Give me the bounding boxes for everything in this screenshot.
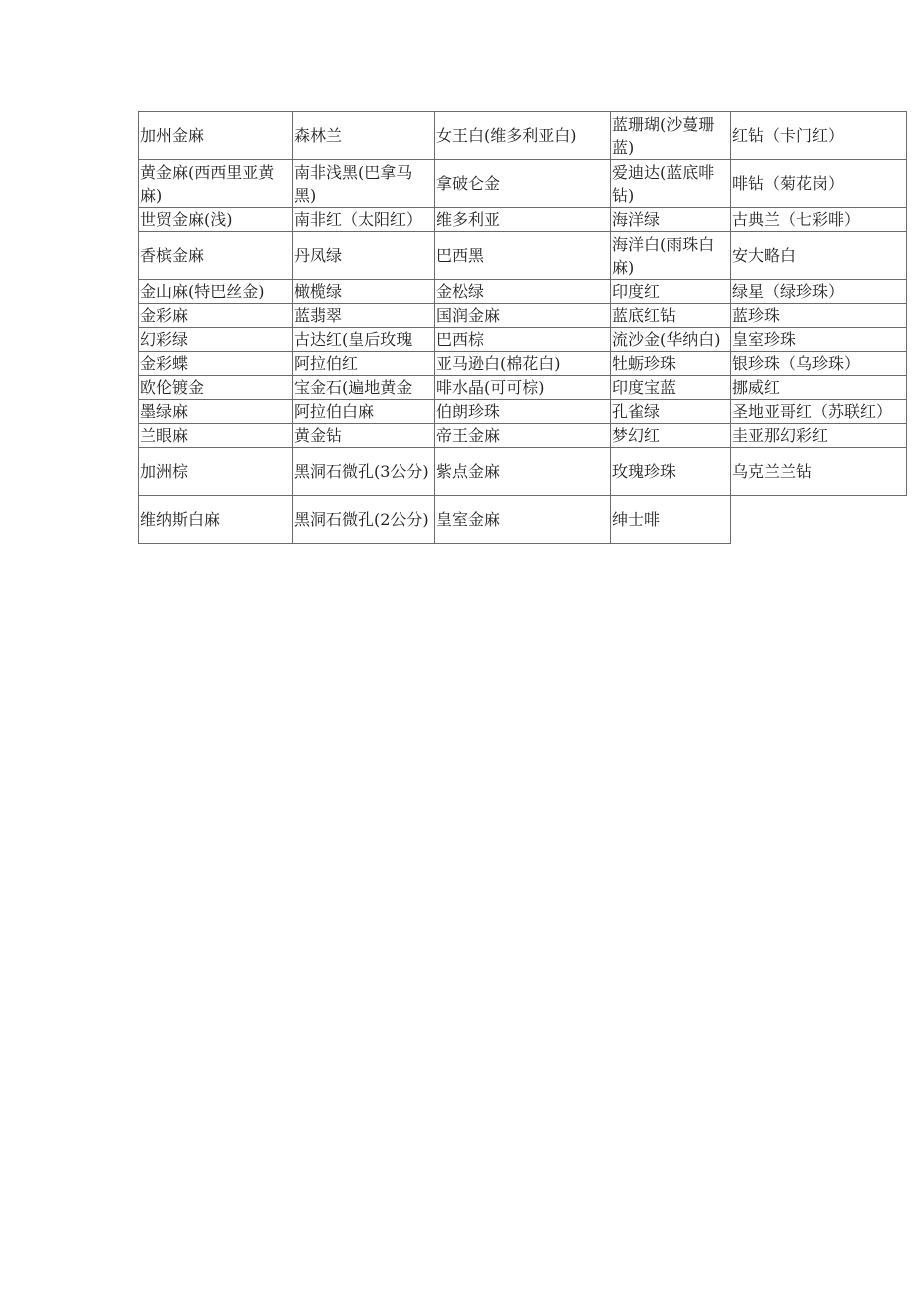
table-cell: 挪威红 bbox=[731, 376, 907, 400]
table-cell: 橄榄绿 bbox=[293, 280, 435, 304]
table-cell: 红钻（卡门红） bbox=[731, 112, 907, 160]
table-row bbox=[139, 208, 907, 232]
table-cell: 印度红 bbox=[611, 280, 731, 304]
table-cell: 爱迪达(蓝底啡钻) bbox=[611, 160, 731, 208]
table-cell: 帝王金麻 bbox=[435, 424, 611, 448]
table-cell: 金彩蝶 bbox=[139, 352, 293, 376]
table-cell: 兰眼麻 bbox=[139, 424, 293, 448]
table-cell: 伯朗珍珠 bbox=[435, 400, 611, 424]
table-cell: 女王白(维多利亚白) bbox=[435, 112, 611, 160]
table-cell: 巴西棕 bbox=[435, 328, 611, 352]
table-row bbox=[139, 424, 907, 448]
table-cell: 古达红(皇后玫瑰 bbox=[293, 328, 435, 352]
table-cell: 乌克兰兰钻 bbox=[731, 448, 907, 496]
table-row bbox=[139, 160, 907, 208]
table-cell: 幻彩绿 bbox=[139, 328, 293, 352]
table-cell: 黄金钻 bbox=[293, 424, 435, 448]
table-cell: 加洲棕 bbox=[139, 448, 293, 496]
table-cell: 安大略白 bbox=[731, 232, 907, 280]
table-cell: 海洋绿 bbox=[611, 208, 731, 232]
table-cell: 维纳斯白麻 bbox=[139, 496, 293, 544]
table-cell: 阿拉伯白麻 bbox=[293, 400, 435, 424]
table-cell: 绿星（绿珍珠） bbox=[731, 280, 907, 304]
table-cell: 皇室金麻 bbox=[435, 496, 611, 544]
stone-name-table bbox=[138, 111, 907, 544]
table-row bbox=[139, 280, 907, 304]
table-cell: 丹凤绿 bbox=[293, 232, 435, 280]
table-cell: 宝金石(遍地黄金 bbox=[293, 376, 435, 400]
table-row bbox=[139, 496, 907, 544]
table-cell: 牡蛎珍珠 bbox=[611, 352, 731, 376]
table-cell: 海洋白(雨珠白麻) bbox=[611, 232, 731, 280]
table-cell: 圣地亚哥红（苏联红） bbox=[731, 400, 907, 424]
table-cell: 黄金麻(西西里亚黄麻) bbox=[139, 160, 293, 208]
stone-name-table-container bbox=[138, 111, 907, 544]
table-cell: 玫瑰珍珠 bbox=[611, 448, 731, 496]
table-cell: 绅士啡 bbox=[611, 496, 731, 544]
table-row bbox=[139, 232, 907, 280]
table-cell: 蓝底红钻 bbox=[611, 304, 731, 328]
table-row bbox=[139, 448, 907, 496]
table-cell: 梦幻红 bbox=[611, 424, 731, 448]
table-cell: 银珍珠（乌珍珠） bbox=[731, 352, 907, 376]
table-cell: 黑洞石微孔(3公分) bbox=[293, 448, 435, 496]
table-cell: 啡水晶(可可棕) bbox=[435, 376, 611, 400]
table-cell: 墨绿麻 bbox=[139, 400, 293, 424]
table-row bbox=[139, 304, 907, 328]
table-cell: 孔雀绿 bbox=[611, 400, 731, 424]
table-cell: 皇室珍珠 bbox=[731, 328, 907, 352]
table-row bbox=[139, 376, 907, 400]
table-cell: 圭亚那幻彩红 bbox=[731, 424, 907, 448]
table-cell: 拿破仑金 bbox=[435, 160, 611, 208]
table-row bbox=[139, 400, 907, 424]
table-cell: 金山麻(特巴丝金) bbox=[139, 280, 293, 304]
table-cell: 金彩麻 bbox=[139, 304, 293, 328]
table-cell: 南非红（太阳红） bbox=[293, 208, 435, 232]
table-cell: 印度宝蓝 bbox=[611, 376, 731, 400]
table-cell: 金松绿 bbox=[435, 280, 611, 304]
table-row bbox=[139, 352, 907, 376]
table-cell: 啡钻（菊花岗） bbox=[731, 160, 907, 208]
table-cell: 森林兰 bbox=[293, 112, 435, 160]
table-cell: 蓝翡翠 bbox=[293, 304, 435, 328]
table-cell: 维多利亚 bbox=[435, 208, 611, 232]
table-cell: 蓝珍珠 bbox=[731, 304, 907, 328]
table-cell: 国润金麻 bbox=[435, 304, 611, 328]
table-cell: 香槟金麻 bbox=[139, 232, 293, 280]
table-cell: 黑洞石微孔(2公分) bbox=[293, 496, 435, 544]
table-cell: 古典兰（七彩啡） bbox=[731, 208, 907, 232]
table-cell: 流沙金(华纳白) bbox=[611, 328, 731, 352]
table-cell: 南非浅黑(巴拿马黑) bbox=[293, 160, 435, 208]
table-cell: 紫点金麻 bbox=[435, 448, 611, 496]
table-cell: 世贸金麻(浅) bbox=[139, 208, 293, 232]
table-cell: 加州金麻 bbox=[139, 112, 293, 160]
empty-cell bbox=[731, 496, 907, 544]
table-cell: 巴西黑 bbox=[435, 232, 611, 280]
table-row bbox=[139, 112, 907, 160]
table-cell: 欧伦镀金 bbox=[139, 376, 293, 400]
table-cell: 蓝珊瑚(沙蔓珊蓝) bbox=[611, 112, 731, 160]
table-cell: 阿拉伯红 bbox=[293, 352, 435, 376]
table-cell: 亚马逊白(棉花白) bbox=[435, 352, 611, 376]
table-row bbox=[139, 328, 907, 352]
